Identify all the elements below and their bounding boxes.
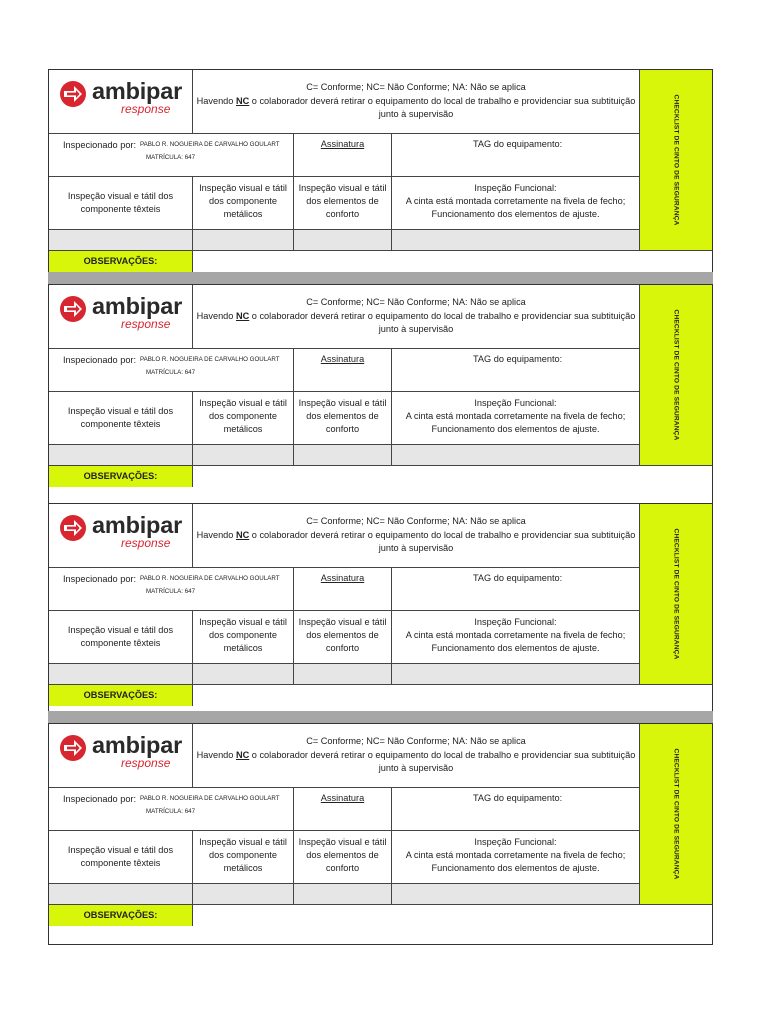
legend-line-1: C= Conforme; NC= Não Conforme; NA: Não se aplica [306, 736, 526, 746]
criterion-comfort: Inspeção visual e tátil dos elementos de conforto [294, 177, 392, 230]
signature-label: Assinatura [320, 573, 365, 583]
criterion-functional-line-1: A cinta está montada corretamente na fivela de fecho; [405, 411, 626, 421]
answer-metallic[interactable] [193, 445, 294, 466]
legend-nc: NC [235, 529, 250, 540]
observations-field[interactable] [193, 466, 712, 487]
inspector-label: Inspecionado por: [63, 355, 137, 365]
answer-textile[interactable] [49, 230, 193, 251]
observations-field[interactable] [193, 251, 712, 272]
side-title: CHECKLIST DE CINTO DE SEGURANÇA [672, 748, 680, 880]
tag-label: TAG do equipamento: [473, 793, 563, 803]
legend-nc: NC [235, 95, 250, 106]
criterion-functional-title: Inspeção Funcional: [474, 398, 557, 408]
tag-cell[interactable] [392, 788, 640, 831]
logo-subtitle: response [121, 317, 171, 331]
ambipar-logo [59, 295, 184, 335]
tag-cell[interactable] [392, 349, 640, 392]
criterion-comfort: Inspeção visual e tátil dos elementos de conforto [294, 611, 392, 664]
inspector-registration: MATRÍCULA: 647 [146, 588, 196, 595]
logo-wordmark: ambipar [92, 732, 183, 758]
criterion-textile: Inspeção visual e tátil dos componente têxteis [49, 831, 193, 884]
inspector-label: Inspecionado por: [63, 140, 137, 150]
inspector-cell [49, 788, 294, 831]
criterion-functional [392, 831, 640, 884]
inspector-name: PABLO R. NOGUEIRA DE CARVALHO GOULART [140, 795, 280, 802]
inspector-name: PABLO R. NOGUEIRA DE CARVALHO GOULART [140, 356, 280, 363]
criterion-comfort: Inspeção visual e tátil dos elementos de conforto [294, 392, 392, 445]
ambipar-arrow-logo-icon [59, 734, 87, 762]
tag-label: TAG do equipamento: [473, 139, 563, 149]
logo-subtitle: response [121, 102, 171, 116]
inspector-registration: MATRÍCULA: 647 [146, 808, 196, 815]
observations-field[interactable] [193, 905, 712, 926]
logo-subtitle: response [121, 536, 171, 550]
ambipar-arrow-logo-icon [59, 295, 87, 323]
criterion-metallic: Inspeção visual e tátil dos componente metálicos [193, 611, 294, 664]
legend-line-1: C= Conforme; NC= Não Conforme; NA: Não se aplica [306, 82, 526, 92]
inspector-label: Inspecionado por: [63, 794, 137, 804]
legend-line-2 [193, 310, 639, 337]
criterion-functional-line-1: A cinta está montada corretamente na fivela de fecho; [405, 850, 626, 860]
answer-comfort[interactable] [294, 445, 392, 466]
signature-cell[interactable] [294, 349, 392, 392]
observations-label: OBSERVAÇÕES: [49, 685, 193, 706]
criterion-textile: Inspeção visual e tátil dos componente têxteis [49, 392, 193, 445]
legend-prefix: Havendo [196, 95, 236, 106]
criterion-functional-title: Inspeção Funcional: [474, 183, 557, 193]
tag-cell[interactable] [392, 134, 640, 177]
legend-rest: o colaborador deverá retirar o equipamento do local de trabalho e providenciar sua subtituição junto à supervisão [249, 310, 636, 334]
tag-label: TAG do equipamento: [473, 573, 563, 583]
signature-label: Assinatura [320, 139, 365, 149]
checklist-card [48, 503, 713, 725]
legend-rest: o colaborador deverá retirar o equipamento do local de trabalho e providenciar sua subtituição junto à supervisão [249, 529, 636, 553]
answer-functional[interactable] [392, 445, 640, 466]
side-title: CHECKLIST DE CINTO DE SEGURANÇA [672, 94, 680, 226]
answer-textile[interactable] [49, 445, 193, 466]
observations-field[interactable] [193, 685, 712, 706]
criterion-functional-line-2: Funcionamento dos elementos de ajuste. [431, 209, 600, 219]
logo-wordmark: ambipar [92, 512, 183, 538]
legend-rest: o colaborador deverá retirar o equipamento do local de trabalho e providenciar sua subtituição junto à supervisão [249, 749, 636, 773]
side-title-cell [640, 70, 712, 251]
legend-nc: NC [235, 749, 250, 760]
inspector-cell [49, 568, 294, 611]
legend-line-1: C= Conforme; NC= Não Conforme; NA: Não se aplica [306, 297, 526, 307]
answer-textile[interactable] [49, 884, 193, 905]
criterion-comfort: Inspeção visual e tátil dos elementos de conforto [294, 831, 392, 884]
side-title-cell [640, 724, 712, 905]
logo-subtitle: response [121, 756, 171, 770]
ambipar-logo [59, 734, 184, 774]
logo-wordmark: ambipar [92, 293, 183, 319]
card-separator [48, 711, 713, 723]
side-title: CHECKLIST DE CINTO DE SEGURANÇA [672, 528, 680, 660]
observations-label: OBSERVAÇÕES: [49, 466, 193, 487]
signature-cell[interactable] [294, 568, 392, 611]
criterion-functional [392, 611, 640, 664]
criterion-functional-title: Inspeção Funcional: [474, 617, 557, 627]
checklist-card [48, 69, 713, 291]
checklist-card [48, 284, 713, 506]
criterion-functional [392, 392, 640, 445]
legend-cell [193, 70, 640, 134]
logo-wordmark: ambipar [92, 78, 183, 104]
criterion-metallic: Inspeção visual e tátil dos componente metálicos [193, 177, 294, 230]
inspector-registration: MATRÍCULA: 647 [146, 154, 196, 161]
inspector-cell [49, 134, 294, 177]
criterion-metallic: Inspeção visual e tátil dos componente metálicos [193, 831, 294, 884]
answer-metallic[interactable] [193, 884, 294, 905]
inspector-registration: MATRÍCULA: 647 [146, 369, 196, 376]
answer-metallic[interactable] [193, 664, 294, 685]
criterion-functional-title: Inspeção Funcional: [474, 837, 557, 847]
criterion-functional-line-2: Funcionamento dos elementos de ajuste. [431, 424, 600, 434]
legend-nc: NC [235, 310, 250, 321]
logo-cell [49, 504, 193, 568]
signature-label: Assinatura [320, 793, 365, 803]
inspector-name: PABLO R. NOGUEIRA DE CARVALHO GOULART [140, 575, 280, 582]
tag-cell[interactable] [392, 568, 640, 611]
legend-line-2 [193, 749, 639, 776]
side-title-cell [640, 504, 712, 685]
legend-line-2 [193, 529, 639, 556]
signature-label: Assinatura [320, 354, 365, 364]
signature-cell[interactable] [294, 134, 392, 177]
card-separator [48, 272, 713, 284]
legend-rest: o colaborador deverá retirar o equipamento do local de trabalho e providenciar sua subtituição junto à supervisão [249, 95, 636, 119]
tag-label: TAG do equipamento: [473, 354, 563, 364]
criterion-functional-line-2: Funcionamento dos elementos de ajuste. [431, 863, 600, 873]
answer-textile[interactable] [49, 664, 193, 685]
side-title-cell [640, 285, 712, 466]
inspector-label: Inspecionado por: [63, 574, 137, 584]
answer-functional[interactable] [392, 884, 640, 905]
legend-line-2 [193, 95, 639, 122]
answer-comfort[interactable] [294, 230, 392, 251]
logo-cell [49, 70, 193, 134]
criterion-functional-line-2: Funcionamento dos elementos de ajuste. [431, 643, 600, 653]
legend-cell [193, 504, 640, 568]
checklist-card [48, 723, 713, 945]
inspector-cell [49, 349, 294, 392]
criterion-functional-line-1: A cinta está montada corretamente na fivela de fecho; [405, 630, 626, 640]
inspector-name: PABLO R. NOGUEIRA DE CARVALHO GOULART [140, 141, 280, 148]
legend-prefix: Havendo [196, 749, 236, 760]
legend-cell [193, 724, 640, 788]
criterion-functional [392, 177, 640, 230]
criterion-textile: Inspeção visual e tátil dos componente têxteis [49, 177, 193, 230]
observations-label: OBSERVAÇÕES: [49, 251, 193, 272]
logo-cell [49, 285, 193, 349]
legend-cell [193, 285, 640, 349]
ambipar-arrow-logo-icon [59, 80, 87, 108]
criterion-textile: Inspeção visual e tátil dos componente têxteis [49, 611, 193, 664]
legend-prefix: Havendo [196, 529, 236, 540]
observations-label: OBSERVAÇÕES: [49, 905, 193, 926]
criterion-functional-line-1: A cinta está montada corretamente na fivela de fecho; [405, 196, 626, 206]
logo-cell [49, 724, 193, 788]
answer-functional[interactable] [392, 230, 640, 251]
signature-cell[interactable] [294, 788, 392, 831]
answer-comfort[interactable] [294, 884, 392, 905]
legend-prefix: Havendo [196, 310, 236, 321]
answer-comfort[interactable] [294, 664, 392, 685]
answer-functional[interactable] [392, 664, 640, 685]
ambipar-logo [59, 80, 184, 120]
ambipar-arrow-logo-icon [59, 514, 87, 542]
criterion-metallic: Inspeção visual e tátil dos componente metálicos [193, 392, 294, 445]
side-title: CHECKLIST DE CINTO DE SEGURANÇA [672, 309, 680, 441]
legend-line-1: C= Conforme; NC= Não Conforme; NA: Não se aplica [306, 516, 526, 526]
answer-metallic[interactable] [193, 230, 294, 251]
ambipar-logo [59, 514, 184, 554]
